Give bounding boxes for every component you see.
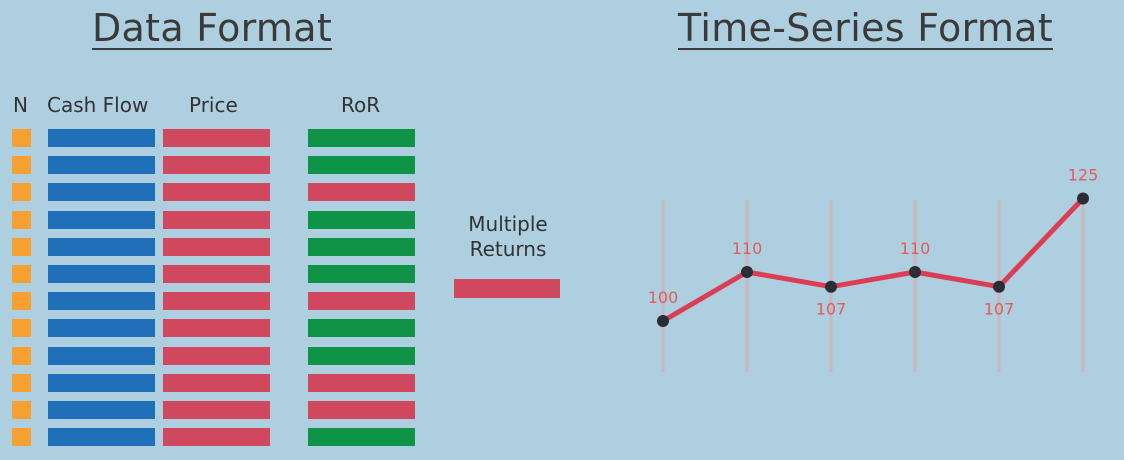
data-label-1: 100 — [647, 288, 679, 307]
column-header-cash-flow: Cash Flow — [47, 93, 149, 117]
point-5 — [993, 281, 1005, 293]
multiple-returns-line2: Returns — [469, 237, 547, 261]
series-line — [663, 199, 1083, 322]
point-6 — [1077, 193, 1089, 205]
point-4 — [909, 266, 921, 278]
data-label-6: 125 — [1067, 165, 1099, 185]
point-2 — [741, 266, 753, 278]
column-header-ror: RoR — [341, 93, 381, 117]
time-series-title: Time-Series Format — [678, 6, 1053, 50]
data-format-title: Data Format — [92, 6, 333, 50]
data-label-5: 107 — [983, 299, 1015, 319]
data-label-4: 110 — [899, 239, 931, 258]
column-header-price: Price — [189, 93, 238, 117]
data-label-2: 110 — [731, 239, 763, 258]
multiple-returns-line1: Multiple — [468, 212, 548, 236]
point-1 — [657, 315, 669, 327]
column-header-n: N — [13, 93, 28, 117]
point-3 — [825, 281, 837, 293]
data-label-3: 107 — [815, 299, 847, 319]
